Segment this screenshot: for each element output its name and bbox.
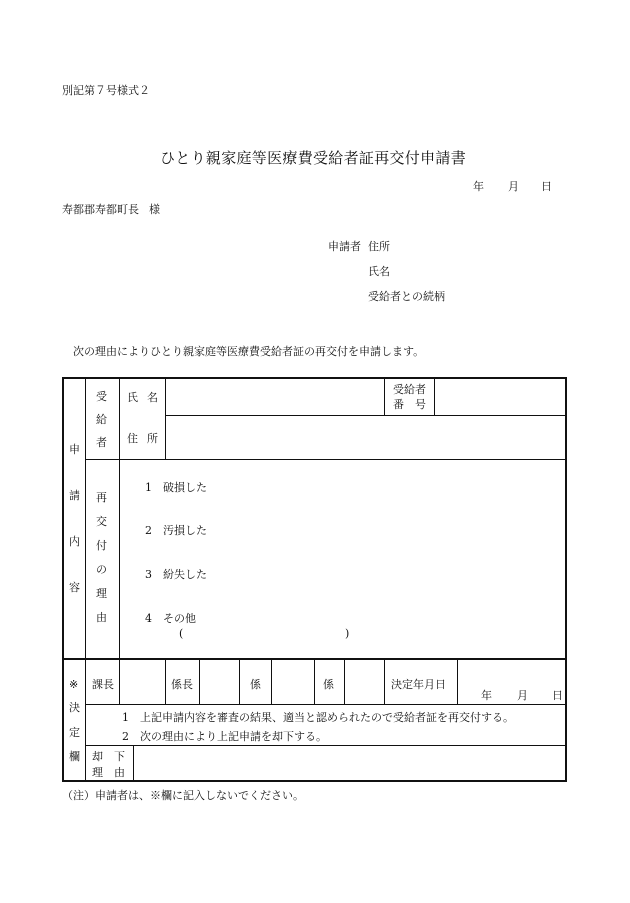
divider <box>85 704 567 705</box>
subsection-chief-stamp-field[interactable] <box>200 660 238 703</box>
rejection-reason-label: 却 下 <box>92 750 125 763</box>
rejection-reason-field[interactable] <box>134 746 566 781</box>
addressee <box>62 201 160 217</box>
approver-staff-2: 係 <box>323 678 334 691</box>
addressee-honorific: 様 <box>149 203 160 216</box>
decision-date-year: 年 <box>481 689 492 702</box>
divider <box>85 459 567 460</box>
staff-2-stamp-field[interactable] <box>345 660 383 703</box>
other-open-paren: ( <box>179 627 184 640</box>
reason-section-char: 理 <box>96 587 107 600</box>
decision-date-label: 決定年月日 <box>391 678 446 691</box>
recipient-char: 受 <box>96 390 107 403</box>
reason-option-other[interactable]: 4 その他 <box>145 612 196 625</box>
recipient-number-label: 番 号 <box>393 398 426 411</box>
addressee-name: 寿都郡寿都町長 <box>62 203 139 216</box>
divider <box>457 658 458 704</box>
applicant-address-label: 住所 <box>368 240 390 253</box>
decision-section-char: 欄 <box>69 750 80 763</box>
approver-staff-1: 係 <box>250 678 261 691</box>
reason-option-soiled[interactable]: 2 汚損した <box>145 524 207 537</box>
date-month-label: 月 <box>508 180 519 193</box>
request-section-char: 申 <box>69 443 80 456</box>
reason-option-lost[interactable]: 3 紛失した <box>145 568 207 581</box>
divider <box>384 658 385 704</box>
request-section-char: 請 <box>69 489 80 502</box>
recipient-number-field[interactable] <box>435 380 566 414</box>
divider <box>119 379 120 658</box>
reason-option-damaged[interactable]: 1 破損した <box>145 481 207 494</box>
recipient-char: 給 <box>96 413 107 426</box>
applicant-relation-label: 受給者との続柄 <box>368 290 445 303</box>
request-section-char: 内 <box>69 535 80 548</box>
divider <box>239 658 240 704</box>
name-label: 氏 <box>127 391 138 404</box>
footnote: （注）申請者は、※欄に記入しないでください。 <box>62 789 304 802</box>
decision-date-day: 日 <box>552 689 563 702</box>
approver-subsection-chief: 係長 <box>171 678 193 691</box>
date-day-label: 日 <box>541 180 552 193</box>
approver-section-chief: 課長 <box>92 678 114 691</box>
rejection-reason-label: 理 由 <box>92 766 125 779</box>
reason-section-char: 再 <box>96 491 107 504</box>
application-table <box>62 377 567 782</box>
decision-section-char: ※ <box>69 678 79 691</box>
reason-section-char: 交 <box>96 515 107 528</box>
page-title: ひとり親家庭等医療費受給者証再交付申請書 <box>160 149 467 167</box>
decision-reject: 2 次の理由により上記申請を却下する。 <box>122 730 327 743</box>
section-chief-stamp-field[interactable] <box>120 660 164 703</box>
address-label: 所 <box>147 432 158 445</box>
decision-section-char: 定 <box>69 726 80 739</box>
divider <box>384 379 385 416</box>
reason-section-char: の <box>96 563 107 576</box>
reason-section-char: 付 <box>96 539 107 552</box>
other-reason-field[interactable] <box>189 625 344 641</box>
divider <box>85 658 86 782</box>
form-number: 別記第７号様式２ <box>62 84 150 97</box>
staff-1-stamp-field[interactable] <box>272 660 313 703</box>
recipient-number-label: 受給者 <box>393 383 426 396</box>
applicant-name-label: 氏名 <box>368 265 390 278</box>
address-field[interactable] <box>166 416 566 458</box>
decision-reissue: 1 上記申請内容を審査の結果、適当と認められたので受給者証を再交付する。 <box>122 711 514 724</box>
decision-section-char: 決 <box>69 701 80 714</box>
other-close-paren: ) <box>345 627 350 640</box>
name-field[interactable] <box>166 380 383 414</box>
divider <box>314 658 315 704</box>
name-label: 名 <box>147 391 158 404</box>
divider <box>85 379 86 658</box>
request-section-char: 容 <box>69 581 80 594</box>
decision-date-month: 月 <box>517 689 528 702</box>
address-label: 住 <box>127 432 138 445</box>
applicant-label: 申請者 <box>328 240 361 253</box>
divider <box>165 658 166 704</box>
reason-section-char: 由 <box>96 611 107 624</box>
recipient-char: 者 <box>96 436 107 449</box>
intro-text: 次の理由によりひとり親家庭等医療費受給者証の再交付を申請します。 <box>73 345 425 358</box>
date-year-label: 年 <box>473 180 484 193</box>
